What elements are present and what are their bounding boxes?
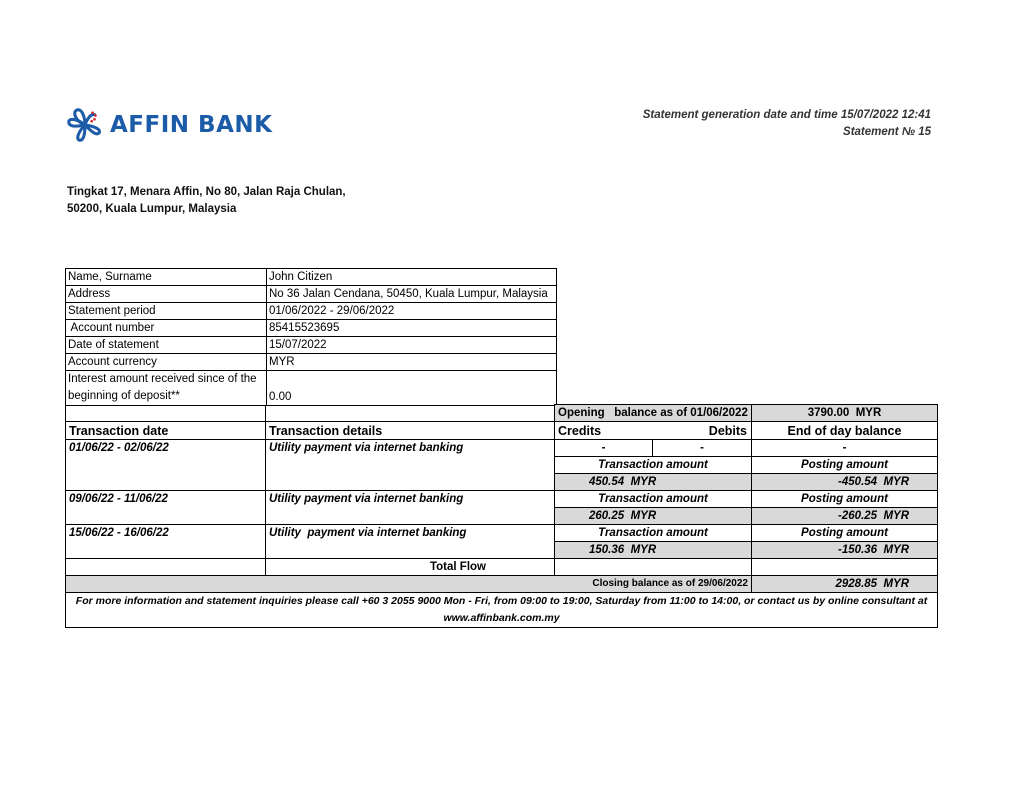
col-transaction-details: Transaction details <box>266 422 555 440</box>
info-label: Interest amount received since of the beginning of deposit** <box>66 371 267 406</box>
posting-amount: -150.36 MYR <box>752 542 938 559</box>
bank-address-line1: Tingkat 17, Menara Affin, No 80, Jalan Raja Chulan, <box>67 186 346 198</box>
posting-amount-label: Posting amount <box>752 525 938 542</box>
balance-dash: - <box>752 440 938 457</box>
transaction-details: Utility payment via internet banking <box>266 440 555 491</box>
opening-balance-row <box>66 405 938 422</box>
account-info-table <box>65 268 557 406</box>
posting-amount-label: Posting amount <box>752 491 938 508</box>
info-value: 15/07/2022 <box>267 337 557 354</box>
footer-contact-info: For more information and statement inquiries please call +60 3 2055 9000 Mon - Fri, from 09:00 to 19:00, Saturday from 11:00 to 14:00, or contact us by online consultant at www.affinbank.com.my <box>66 593 938 628</box>
closing-balance-label: Closing balance as of 29/06/2022 <box>66 576 752 593</box>
transaction-amount-label: Transaction amount <box>555 525 752 542</box>
posting-amount: -260.25 MYR <box>752 508 938 525</box>
info-label: Address <box>66 286 267 303</box>
table-row <box>66 525 938 542</box>
col-end-of-day-balance: End of day balance <box>752 422 938 440</box>
debits-dash: - <box>653 440 752 457</box>
info-row-currency <box>66 354 557 371</box>
total-flow-label: Total Flow <box>266 559 555 576</box>
info-row-account-number <box>66 320 557 337</box>
transaction-details: Utility payment via internet banking <box>266 525 555 559</box>
info-row-period <box>66 303 557 320</box>
transaction-amount: 260.25 MYR <box>555 508 752 525</box>
affin-flower-logo-icon <box>66 106 104 144</box>
closing-balance-value: 2928.85 MYR <box>752 576 938 593</box>
table-header <box>66 422 938 440</box>
info-value: 85415523695 <box>267 320 557 337</box>
bank-address-line2: 50200, Kuala Lumpur, Malaysia <box>67 203 237 215</box>
info-value: 01/06/2022 - 29/06/2022 <box>267 303 557 320</box>
transaction-date: 09/06/22 - 11/06/22 <box>66 491 266 525</box>
col-transaction-date: Transaction date <box>66 422 266 440</box>
closing-balance-row <box>66 576 938 593</box>
table-row <box>66 440 938 457</box>
info-row-interest <box>66 371 557 406</box>
table-row <box>66 491 938 508</box>
total-flow-row <box>66 559 938 576</box>
transaction-date: 15/06/22 - 16/06/22 <box>66 525 266 559</box>
statement-number: Statement № 15 <box>843 126 931 138</box>
col-debits: Debits <box>653 422 752 440</box>
info-label: Account number <box>66 320 267 337</box>
transactions-table <box>65 404 938 628</box>
transaction-amount-label: Transaction amount <box>555 457 752 474</box>
footer-row <box>66 593 938 628</box>
transaction-amount: 450.54 MYR <box>555 474 752 491</box>
bank-name: AFFIN BANK <box>110 112 273 138</box>
info-value: 0.00 <box>267 371 557 406</box>
info-label: Name, Surname <box>66 269 267 286</box>
info-label: Statement period <box>66 303 267 320</box>
bank-address <box>67 184 346 218</box>
posting-amount-label: Posting amount <box>752 457 938 474</box>
info-label: Account currency <box>66 354 267 371</box>
posting-amount: -450.54 MYR <box>752 474 938 491</box>
credits-dash: - <box>555 440 653 457</box>
info-row-name <box>66 269 557 286</box>
statement-meta <box>643 107 931 141</box>
info-label: Date of statement <box>66 337 267 354</box>
transaction-amount: 150.36 MYR <box>555 542 752 559</box>
info-value: John Citizen <box>267 269 557 286</box>
info-row-date <box>66 337 557 354</box>
transaction-amount-label: Transaction amount <box>555 491 752 508</box>
transaction-details: Utility payment via internet banking <box>266 491 555 525</box>
info-value: MYR <box>267 354 557 371</box>
info-row-address <box>66 286 557 303</box>
info-value: No 36 Jalan Cendana, 50450, Kuala Lumpur, Malaysia <box>267 286 557 303</box>
col-credits: Credits <box>555 422 653 440</box>
opening-balance-value: 3790.00 MYR <box>752 405 938 422</box>
transaction-date: 01/06/22 - 02/06/22 <box>66 440 266 491</box>
generation-datetime: Statement generation date and time 15/07/2022 12:41 <box>642 109 931 121</box>
opening-balance-label: Opening balance as of 01/06/2022 <box>555 405 752 422</box>
bank-logo <box>66 106 272 144</box>
